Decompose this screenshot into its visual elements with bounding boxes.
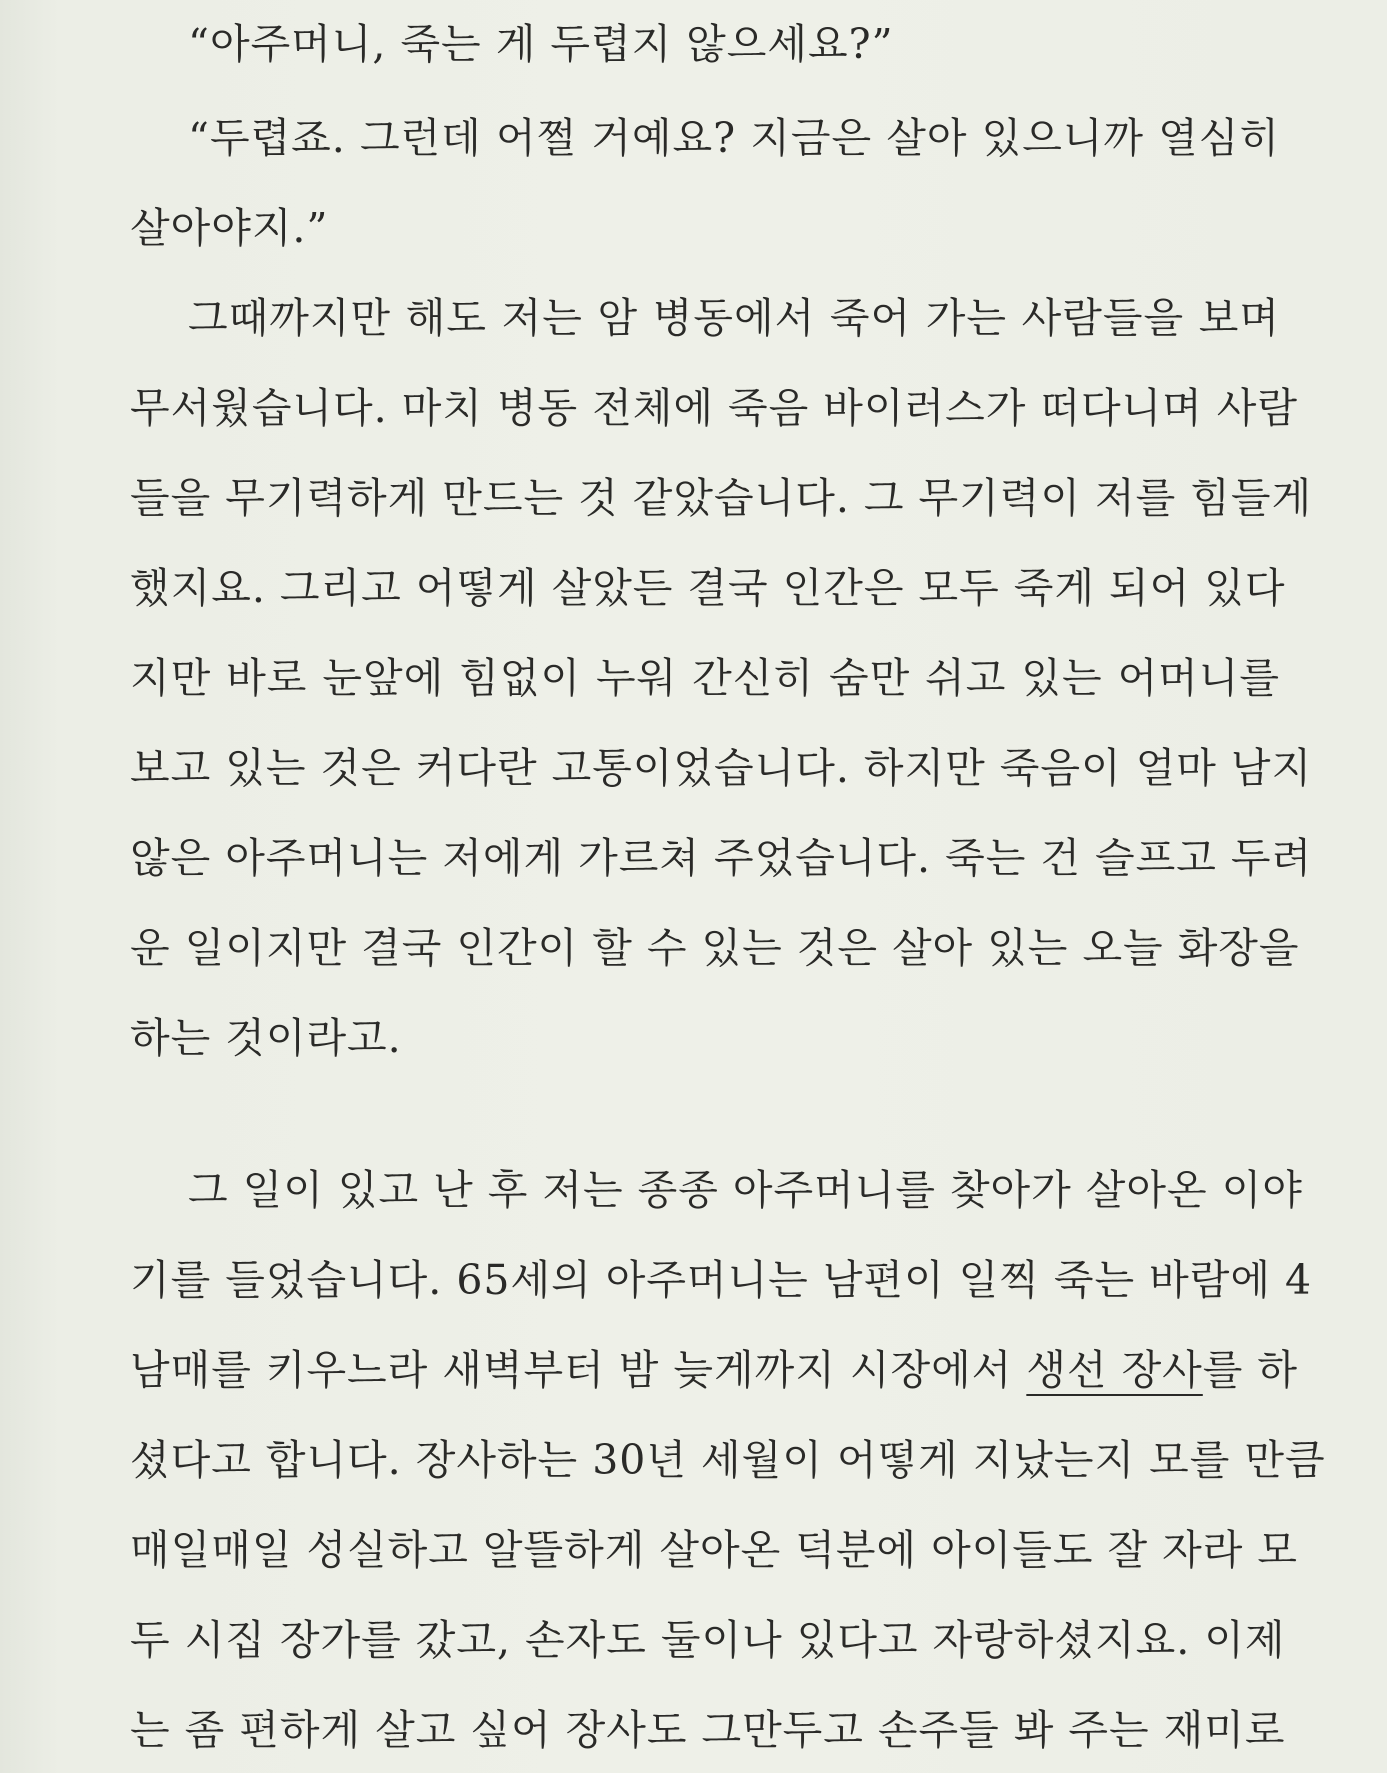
paragraph-line: 했지요. 그리고 어떻게 살았든 결국 인간은 모두 죽게 되어 있다 bbox=[130, 564, 1286, 612]
underlined-phrase: 생선 장사 bbox=[1026, 1346, 1203, 1394]
paragraph-line: 보고 있는 것은 커다란 고통이었습니다. 하지만 죽음이 얼마 남지 bbox=[130, 744, 1313, 792]
paragraph-line: 기를 들었습니다. 65세의 아주머니는 남편이 일찍 죽는 바람에 4 bbox=[130, 1256, 1313, 1304]
paragraph-line: 두 시집 장가를 갔고, 손자도 둘이나 있다고 자랑하셨지요. 이제 bbox=[130, 1616, 1286, 1664]
dialogue-line: “두렵죠. 그런데 어쩔 거예요? 지금은 살아 있으니까 열심히 bbox=[188, 114, 1280, 162]
paragraph-line: 그때까지만 해도 저는 암 병동에서 죽어 가는 사람들을 보며 bbox=[188, 294, 1280, 342]
text-span: 남매를 키우느라 새벽부터 밤 늦게까지 시장에서 bbox=[130, 1346, 1027, 1394]
paragraph-line: 셨다고 합니다. 장사하는 30년 세월이 어떻게 지났는지 모를 만큼 bbox=[130, 1436, 1326, 1484]
dialogue-line: “아주머니, 죽는 게 두렵지 않으세요?” bbox=[188, 20, 894, 68]
paragraph-line: 들을 무기력하게 만드는 것 같았습니다. 그 무기력이 저를 힘들게 bbox=[130, 474, 1313, 522]
paragraph-line: 하는 것이라고. bbox=[130, 1014, 402, 1062]
paragraph-line: 무서웠습니다. 마치 병동 전체에 죽음 바이러스가 떠다니며 사람 bbox=[130, 384, 1299, 432]
text-span: 를 하 bbox=[1202, 1346, 1299, 1394]
paragraph-line: 그 일이 있고 난 후 저는 종종 아주머니를 찾아가 살아온 이야 bbox=[188, 1166, 1303, 1214]
paragraph-line: 매일매일 성실하고 알뜰하게 살아온 덕분에 아이들도 잘 자라 모 bbox=[130, 1526, 1299, 1574]
paragraph-line: 는 좀 편하게 살고 싶어 장사도 그만두고 손주들 봐 주는 재미로 bbox=[130, 1706, 1286, 1754]
paragraph-line: 지만 바로 눈앞에 힘없이 누워 간신히 숨만 쉬고 있는 어머니를 bbox=[130, 654, 1280, 702]
paragraph-line: 않은 아주머니는 저에게 가르쳐 주었습니다. 죽는 건 슬프고 두려 bbox=[130, 834, 1313, 882]
dialogue-line: 살아야지.” bbox=[130, 204, 329, 252]
paragraph-line-underlined bbox=[130, 1340, 1299, 1400]
paragraph-line: 운 일이지만 결국 인간이 할 수 있는 것은 살아 있는 오늘 화장을 bbox=[130, 924, 1300, 972]
